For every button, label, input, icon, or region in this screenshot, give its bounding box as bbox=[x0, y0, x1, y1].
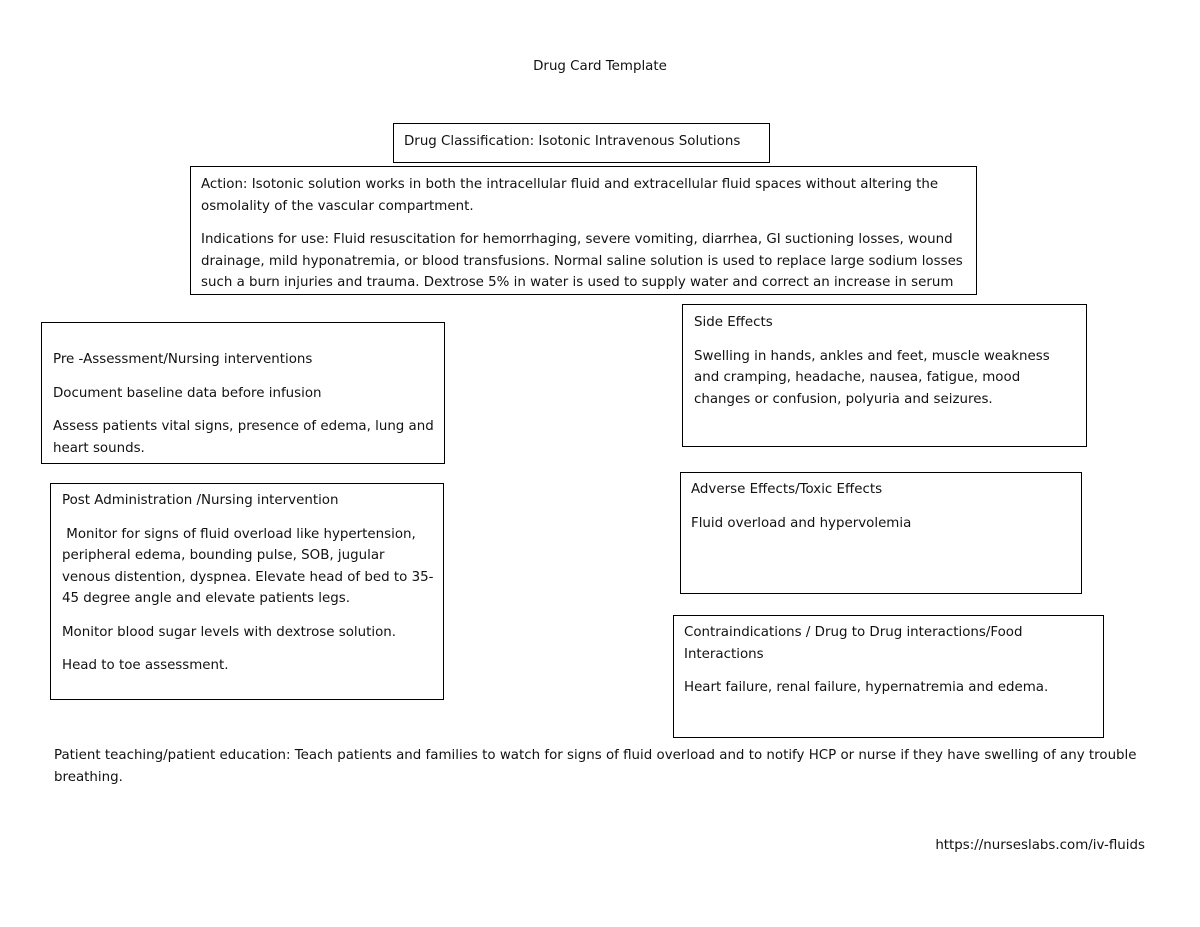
page-title: Drug Card Template bbox=[533, 59, 667, 74]
drug-classification-text: Drug Classification: Isotonic Intravenous Solutions bbox=[404, 134, 741, 149]
patient-teaching-text: Patient teaching/patient education: Teach patients and families to watch for signs of fluid overload and to notify HCP or nurse if they have swelling of any trouble breathing. bbox=[54, 748, 1137, 785]
contraindications-box bbox=[673, 615, 1104, 738]
post-administration-item: Head to toe assessment. bbox=[62, 658, 229, 673]
adverse-effects-heading: Adverse Effects/Toxic Effects bbox=[691, 482, 883, 497]
contraindications-heading: Contraindications / Drug to Drug interactions/Food Interactions bbox=[684, 625, 1023, 662]
source-url: https://nurseslabs.com/iv-fluids bbox=[935, 838, 1145, 853]
action-text: Action: Isotonic solution works in both the intracellular fluid and extracellular fluid spaces without altering the osmolality of the vascular compartment. bbox=[201, 177, 939, 214]
post-administration-item: Monitor for signs of fluid overload like hypertension, peripheral edema, bounding pulse, SOB, jugular venous distention, dyspnea. Elevate head of bed to 35-45 degree angle and elevate patients legs. bbox=[62, 526, 434, 606]
side-effects-heading: Side Effects bbox=[694, 315, 773, 330]
contraindications-text: Heart failure, renal failure, hypernatremia and edema. bbox=[684, 680, 1049, 695]
pre-assessment-item: Assess patients vital signs, presence of edema, lung and heart sounds. bbox=[53, 419, 434, 456]
indications-text: Indications for use: Fluid resuscitation for hemorrhaging, severe vomiting, diarrhea, GI suctioning losses, wound drainage, mild hyponatremia, or blood transfusions. Normal saline solution is used to replace large sodium losses such a burn injuries and trauma. Dextrose 5% in water is used to supply water and correct an increase in serum bbox=[201, 232, 963, 290]
post-administration-box bbox=[50, 483, 444, 700]
adverse-effects-box bbox=[680, 472, 1082, 594]
side-effects-text: Swelling in hands, ankles and feet, muscle weakness and cramping, headache, nausea, fatigue, mood changes or confusion, polyuria and seizures. bbox=[694, 348, 1050, 407]
action-indications-box bbox=[190, 166, 977, 295]
pre-assessment-item: Document baseline data before infusion bbox=[53, 385, 322, 401]
side-effects-box bbox=[682, 304, 1087, 447]
pre-assessment-box bbox=[41, 322, 445, 464]
post-administration-heading: Post Administration /Nursing intervention bbox=[62, 493, 339, 508]
drug-classification-box bbox=[393, 123, 770, 163]
pre-assessment-heading: Pre -Assessment/Nursing interventions bbox=[53, 352, 313, 367]
post-administration-item: Monitor blood sugar levels with dextrose solution. bbox=[62, 624, 397, 640]
adverse-effects-text: Fluid overload and hypervolemia bbox=[691, 515, 912, 531]
